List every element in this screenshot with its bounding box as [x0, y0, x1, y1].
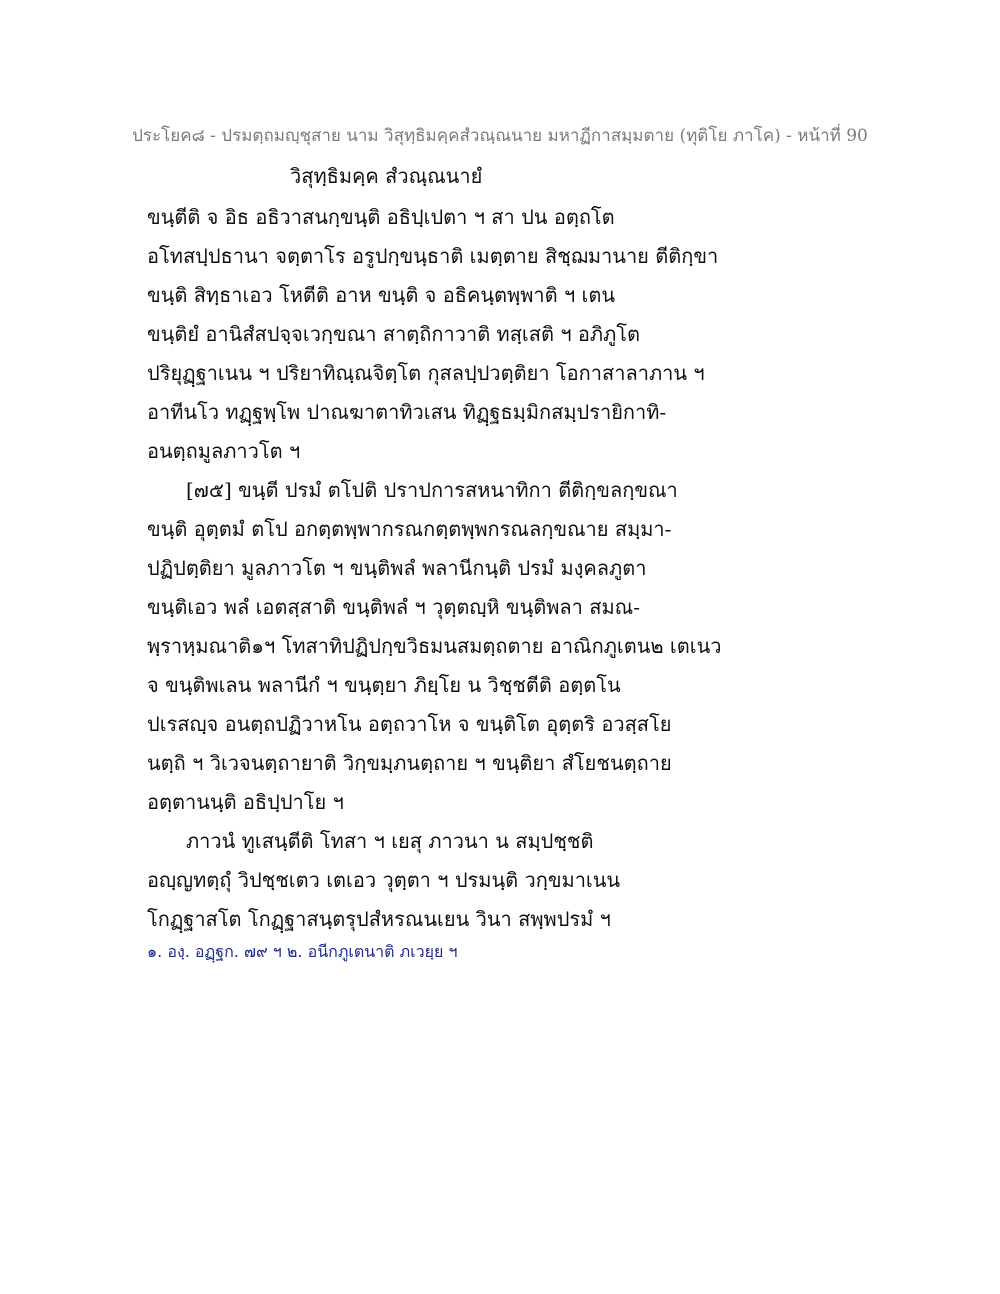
text-line: ขนฺตีติ จ อิธ อธิวาสนกฺขนฺติ อธิปฺเปตา ฯ สา ปน อตฺถโต [147, 205, 615, 229]
paragraph-start-line: [๗๕] ขนฺตี ปรมํ ตโปติ ปราปการสหนาทิกา ตีติกฺขลกฺขณา [186, 478, 678, 502]
text-line: อตฺตานนฺติ อธิปฺปาโย ฯ [147, 790, 344, 814]
footnote: ๑. องฺ. อฏฺฐก. ๗๙ ฯ ๒. อนีกภูเตนาติ ภเวยฺย ฯ [147, 942, 458, 961]
text-line: อาทีนโว ทฏฺฐพฺโพ ปาณฆาตาทิวเสน ทิฏฺฐธมฺมิกสมฺปรายิกาทิ- [147, 400, 667, 424]
text-line: อนตฺถมูลภาวโต ฯ [147, 439, 301, 463]
main-text [147, 198, 722, 965]
text-line: ขนฺติเอว พลํ เอตสฺสาติ ขนฺติพลํ ฯ วุตฺตญฺหิ ขนฺติพลา สมณ- [147, 595, 640, 619]
text-line: ปฏิปตฺติยา มูลภาวโต ฯ ขนฺติพลํ พลานีกนฺติ ปรมํ มงฺคลภูตา [147, 556, 647, 580]
text-line: ปเรสญฺจ อนตฺถปฏิวาหโน อตฺถวาโห จ ขนฺติโต อุตฺตริ อวสฺสโย [147, 712, 672, 736]
text-line: ขนฺติ อุตฺตมํ ตโป อกตฺตพฺพากรณกตฺตพฺพกรณลกฺขณาย สมฺมา- [147, 517, 672, 541]
section-title: วิสุทฺธิมคฺค สํวณฺณนายํ [290, 164, 483, 188]
text-line: อญฺญทตฺถุํ วิปชฺชเตว เตเอว วุตฺตา ฯ ปรมนฺติ วกฺขมาเนน [147, 868, 621, 892]
text-line: โกฏฺฐาสโต โกฏฺฐาสนฺตรุปสํหรณนเยน วินา สพฺพปรมํ ฯ [147, 907, 611, 931]
text-line: อโทสปฺปธานา จตฺตาโร อรูปกฺขนฺธาติ เมตฺตาย สิชฺฌมานาย ตีติกฺขา [147, 244, 719, 268]
text-line: พฺราหฺมณาติ๑ฯ โทสาทิปฏิปกฺขวิธมนสมตฺถตาย อาณิกภูเตน๒ เตเนว [147, 634, 722, 658]
text-line: จ ขนฺติพเลน พลานีกํ ฯ ขนฺตฺยา ภิยฺโย น วิชฺชตีติ อตฺตโน [147, 673, 621, 697]
page-header: ประโยค๘ - ปรมตฺถมญฺชุสาย นาม วิสุทฺธิมคฺคสํวณฺณนาย มหาฏีกาสมฺมตาย (ทุติโย ภาโค) - หน้าที่ 90 [132, 126, 868, 146]
text-line: ปริยุฏฺฐาเนน ฯ ปริยาทิณฺณจิตฺโต กุสลปฺปวตฺติยา โอกาสาลาภาน ฯ [147, 361, 705, 385]
paragraph-start-line: ภาวนํ ทูเสนฺตีติ โทสา ฯ เยสุ ภาวนา น สมฺปชฺชติ [186, 829, 594, 853]
text-line: ขนฺติยํ อานิสํสปจฺจเวกฺขณา สาตฺถิกาวาติ ทสฺเสติ ฯ อภิภูโต [147, 322, 641, 346]
text-line: ขนฺติ สิทฺธาเอว โหตีติ อาห ขนฺติ จ อธิคนฺตพฺพาติ ฯ เตน [147, 283, 616, 307]
text-line: นตฺถิ ฯ วิเวจนตฺถายาติ วิกฺขมฺภนตฺถาย ฯ ขนฺติยา สํโยชนตฺถาย [147, 751, 672, 775]
